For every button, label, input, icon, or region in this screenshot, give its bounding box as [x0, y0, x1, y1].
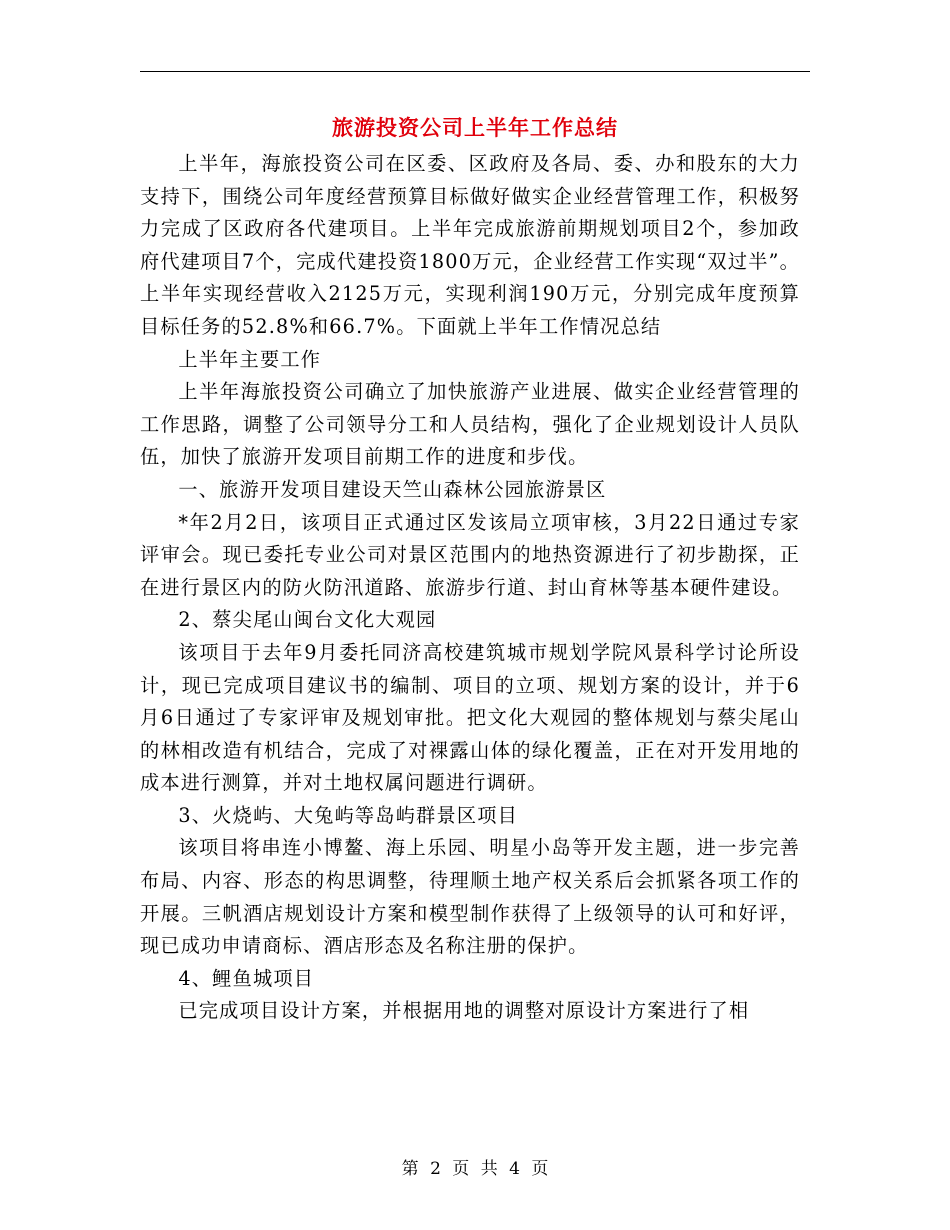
- document-body: [140, 148, 800, 1028]
- paragraph-intro: 上半年，海旅投资公司在区委、区政府及各局、委、办和股东的大力支持下，围绕公司年度经营预算目标做好做实企业经营管理工作，积极努力完成了区政府各代建项目。上半年完成旅游前期规划项目2个，参加政府代建项目7个，完成代建投资1800万元，企业经营工作实现“双过半”。上半年实现经营收入2125万元，实现利润190万元，分别完成年度预算目标任务的52.8%和66.7%。下面就上半年工作情况总结: [140, 152, 800, 338]
- item-heading-4: 4、鲤鱼城项目: [178, 966, 315, 990]
- paragraph-item-2: 该项目于去年9月委托同济高校建筑城市规划学院风景科学讨论所设计，现已完成项目建议书的编制、项目的立项、规划方案的设计，并于6月6日通过了专家评审及规划审批。把文化大观园的整体规划与蔡尖尾山的林相改造有机结合，完成了对裸露山体的绿化覆盖，正在对开发用地的成本进行测算，并对土地权属问题进行调研。: [140, 640, 800, 795]
- document-title: 旅游投资公司上半年工作总结: [332, 115, 618, 140]
- section-heading-main-work: 上半年主要工作: [178, 347, 322, 371]
- item-heading-1: 一、旅游开发项目建设天竺山森林公园旅游景区: [178, 477, 607, 501]
- page-footer: 第 2 页 共 4 页: [401, 1159, 549, 1179]
- paragraph-item-3: 该项目将串连小博鳌、海上乐园、明星小岛等开发主题，进一步完善布局、内容、形态的构思调整，待理顺土地产权关系后会抓紧各项工作的开展。三帆酒店规划设计方案和模型制作获得了上级领导的认可和好评，现已成功申请商标、酒店形态及名称注册的保护。: [140, 836, 800, 958]
- item-heading-2: 2、蔡尖尾山闽台文化大观园: [178, 608, 437, 632]
- paragraph-main-work: 上半年海旅投资公司确立了加快旅游产业进展、做实企业经营管理的工作思路，调整了公司领导分工和人员结构，强化了企业规划设计人员队伍，加快了旅游开发项目前期工作的进度和步伐。: [140, 380, 800, 469]
- item-heading-3: 3、火烧屿、大兔屿等岛屿群景区项目: [178, 803, 518, 827]
- paragraph-item-4: 已完成项目设计方案，并根据用地的调整对原设计方案进行了相: [178, 999, 750, 1023]
- paragraph-item-1: *年2月2日，该项目正式通过区发该局立项审核，3月22日通过专家评审会。现已委托专业公司对景区范围内的地热资源进行了初步勘探，正在进行景区内的防火防汛道路、旅游步行道、封山育林等基本硬件建设。: [140, 510, 800, 599]
- header-rule: [140, 71, 810, 72]
